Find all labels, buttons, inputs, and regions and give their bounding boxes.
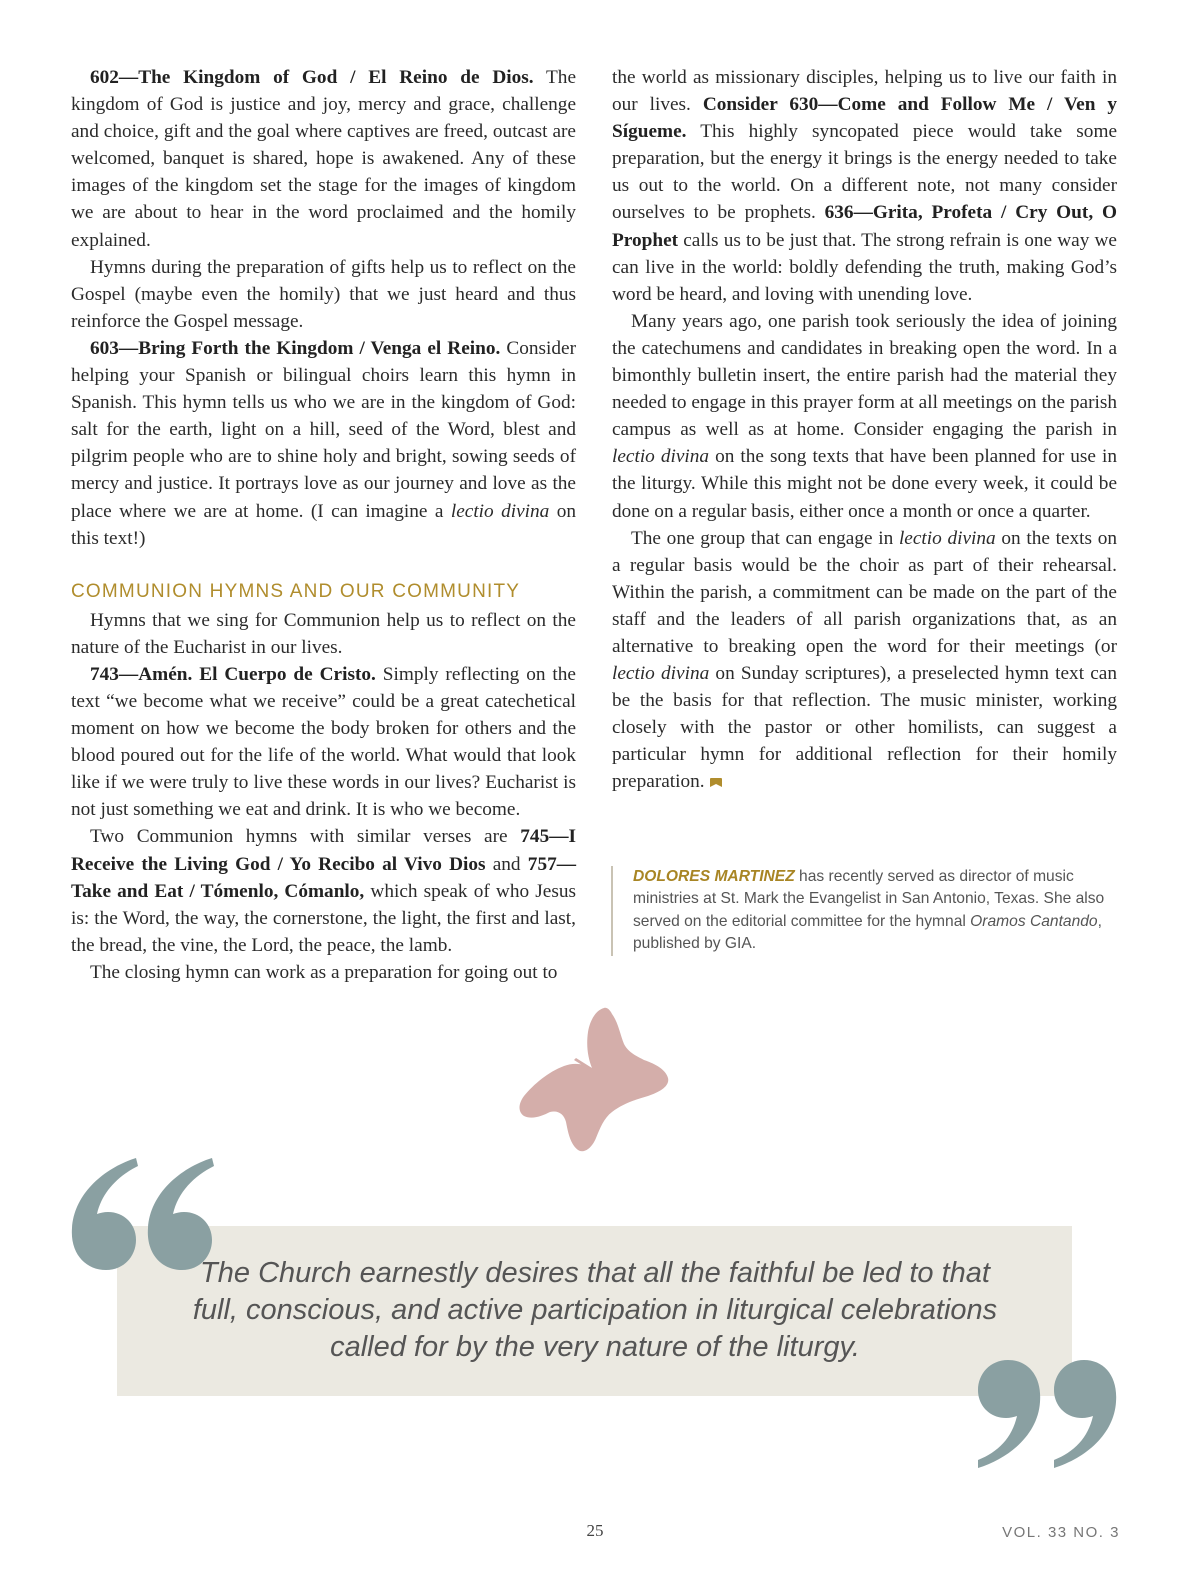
hymn-title: 745—I Receive the Living God / Yo Recibo al Vivo Dios	[71, 826, 576, 875]
paragraph-communion-intro: Hymns that we sing for Communion help us to reflect on the nature of the Eucharist in our lives.	[71, 609, 576, 658]
paragraph-text: calls us to be just that. The strong refrain is one way we can live in the world: boldly defending the truth, making God’s word be heard, and loving with unending love.	[612, 229, 1117, 305]
hymnal-title: Oramos Cantando	[970, 912, 1098, 930]
paragraph-choir	[612, 525, 1117, 796]
paragraph-two-hymns	[71, 823, 576, 958]
author-bio	[611, 866, 1113, 956]
paragraph-text: and	[485, 853, 528, 875]
butterfly-icon	[512, 1000, 677, 1165]
paragraph-text: The one group that can engage in	[631, 527, 899, 549]
bio-text: , published by GIA.	[633, 912, 1102, 953]
paragraph-text: Consider helping your Spanish or bilingual choirs learn this hymn in Spanish. This hymn tells us who we are in the kingdom of God: salt for the earth, light on a hill, seed of the Word, blest and pilgrim people who are to shine holy and bright, sowing seeds of mercy and justice. It portrays love as our journey and love as the place where we are at home. (I can imagine a	[71, 337, 576, 522]
emphasis: lectio divina	[898, 527, 996, 549]
paragraph-parish	[612, 308, 1117, 525]
paragraph-text: on Sunday scriptures), a preselected hymn text can be the basis for that reflection. The music minister, working closely with the pastor or other homilists, can suggest a particular hymn for additional reflection for their homily preparation.	[612, 663, 1118, 793]
hymn-title: Consider 630—Come and Follow Me / Ven y Sígueme.	[612, 94, 1117, 143]
paragraph-text: on this text!)	[71, 500, 576, 549]
paragraph-743	[71, 661, 576, 824]
bio-text: has recently served as director of music ministries at St. Mark the Evangelist in San Antonio, Texas. She also served on the editorial committee for the hymnal	[633, 868, 1105, 930]
paragraph-text: the world as missionary disciples, helping us to live our faith in our lives.	[612, 67, 1117, 116]
paragraph-text: on the song texts that have been planned for use in the liturgy. While this might not be done every week, it could be done on a regular basis, either once a month or once a quarter.	[612, 446, 1117, 522]
hymn-title: 743—Amén. El Cuerpo de Cristo.	[90, 663, 376, 685]
emphasis: lectio divina	[450, 500, 550, 522]
section-heading: COMMUNION HYMNS AND OUR COMMUNITY	[71, 580, 521, 602]
hymn-title: 602—The Kingdom of God / El Reino de Dios.	[90, 67, 534, 88]
paragraph-text: which speak of who Jesus is: the Word, the way, the cornerstone, the light, the first and last, the bread, the vine, the Lord, the peace, the lamb.	[71, 880, 576, 956]
paragraph-text: on the texts on a regular basis would be the choir as part of their rehearsal. Within the parish, a commitment can be made on the part of the staff and the leaders of all parish organizations that, as an alternative to breaking open the word for their meetings (or	[612, 527, 1117, 657]
emphasis: lectio divina	[612, 446, 710, 468]
paragraph-closing-hymn: The closing hymn can work as a preparation for going out to	[90, 961, 558, 983]
pull-quote-text: The Church earnestly desires that all the faithful be led to that full, conscious, and active participation in liturgical celebrations called for by the very nature of the liturgy.	[192, 1257, 998, 1363]
right-column	[612, 64, 1117, 796]
close-quote-icon	[970, 1356, 1125, 1476]
paragraph-text: This highly syncopated piece would take some preparation, but the energy it brings is the energy needed to take us out to the world. On a different note, not many consider ourselves to be prophets.	[612, 121, 1117, 224]
emphasis: lectio divina	[612, 663, 710, 685]
hymn-title: 757—Take and Eat / Tómenlo, Cómanlo,	[71, 853, 576, 902]
paragraph-text: Many years ago, one parish took seriously the idea of joining the catechumens and candidates in breaking open the word. In a bimonthly bulletin insert, the entire parish had the material they needed to engage in this prayer form at all meetings on the parish campus as well as at home. Consider engaging the parish in	[612, 310, 1117, 441]
paragraph-preparation-gifts: Hymns during the preparation of gifts help us to reflect on the Gospel (maybe even the homily) that we just heard and thus reinforce the Gospel message.	[71, 256, 576, 332]
hymn-title: 636—Grita, Profeta / Cry Out, O Prophet	[612, 202, 1117, 251]
paragraph-text: Two Communion hymns with similar verses are	[90, 826, 521, 848]
page-number: 25	[586, 1521, 604, 1540]
paragraph-602	[71, 64, 576, 254]
end-of-article-icon	[709, 778, 723, 788]
hymn-title: 603—Bring Forth the Kingdom / Venga el Reino.	[90, 337, 501, 359]
volume-label: VOL. 33 NO. 3	[1002, 1524, 1120, 1541]
left-column	[71, 64, 576, 986]
paragraph-text: The kingdom of God is justice and joy, mercy and grace, challenge and choice, gift and the goal where captives are freed, outcast are welcomed, banquet is shared, hope is awakened. Any of these images of the kingdom set the stage for the images of kingdom we are about to hear in the word proclaimed and the homily explained.	[71, 67, 577, 251]
paragraph-missionary	[612, 64, 1117, 308]
author-name: DOLORES MARTINEZ	[633, 868, 795, 885]
paragraph-text: Simply reflecting on the text “we become what we receive” could be a great catechetical moment on how we become the body broken for others and the blood poured out for the life of the world. What would that look like if we were truly to live these words in our lives? Eucharist is not just something we eat and drink. It is who we become.	[71, 663, 576, 821]
paragraph-603	[71, 335, 576, 552]
